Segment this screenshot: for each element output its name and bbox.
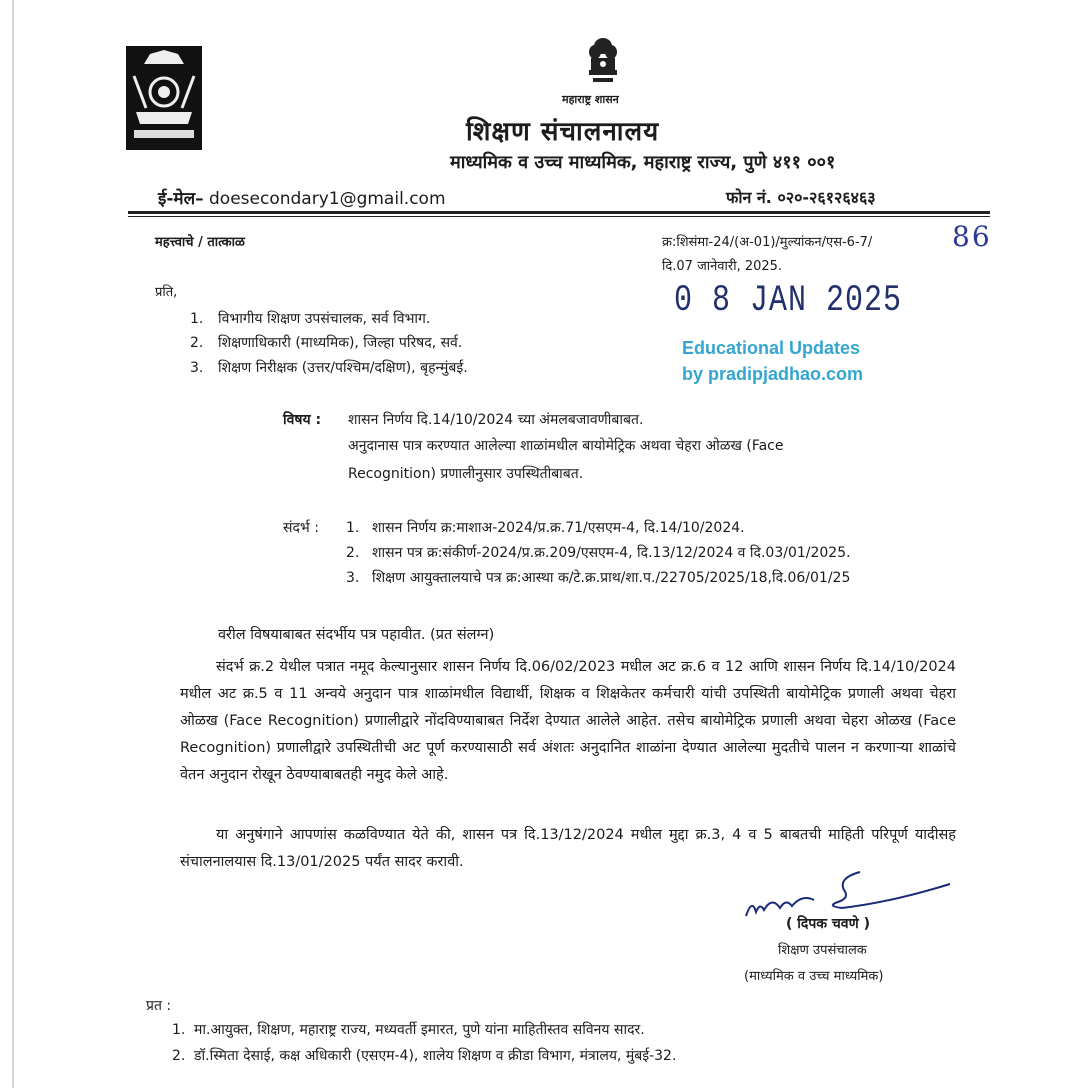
department-emblem — [126, 46, 202, 150]
body-paragraph-1: वरील विषयाबाबत संदर्भीय पत्र पहावीत. (प्रत संलग्न) — [218, 627, 495, 643]
reference-item: 2. शासन पत्र क्र:संकीर्ण-2024/प्र.क्र.209/एसएम-4, दि.13/12/2024 व दि.03/01/2025. — [346, 545, 851, 561]
reference-item: 3. शिक्षण आयुक्तालयाचे पत्र क्र:आस्था क/टे.क्र.प्राथ/शा.प./22705/2025/18,दि.06/01/25 — [346, 570, 851, 586]
handwritten-number: 86 — [952, 220, 992, 253]
reference-item: 1. शासन निर्णय क्र:माशाअ-2024/प्र.क्र.71/एसएम-4, दि.14/10/2024. — [346, 520, 745, 536]
subject-line: अनुदानास पात्र करण्यात आलेल्या शाळांमधील बायोमेट्रिक अथवा चेहरा ओळख (Face — [348, 438, 784, 454]
recipients-label: प्रति, — [155, 285, 178, 300]
recipient-item: 1. विभागीय शिक्षण उपसंचालक, सर्व विभाग. — [190, 311, 431, 327]
subject-line: शासन निर्णय दि.14/10/2024 च्या अंमलबजावणीबाबत. — [348, 412, 644, 428]
references-label: संदर्भ : — [283, 520, 319, 536]
recipient-item: 2. शिक्षणाधिकारी (माध्यमिक), जिल्हा परिषद, सर्व. — [190, 335, 463, 351]
reference-number: क्र:शिसंमा-24/(अ-01)/मुल्यांकन/एस-6-7/ — [662, 235, 873, 250]
ashoka-emblem — [585, 36, 621, 86]
date-stamp: 0 8 JAN 2025 — [674, 280, 903, 323]
header-rule — [128, 211, 990, 214]
signatory-name: ( दिपक चवणे ) — [786, 916, 870, 932]
email-label: ई-मेल– — [158, 189, 204, 209]
office-subtitle: माध्यमिक व उच्च माध्यमिक, महाराष्ट्र राज्य, पुणे ४११ ००१ — [450, 152, 836, 173]
body-paragraph-3: या अनुषंगाने आपणांस कळविण्यात येते की, शासन पत्र दि.13/12/2024 मधील मुद्दा क्र.3, 4 व 5 बाबतची माहिती परिपूर्ण यादीसह संचालनालयास दि.13/01/2025 पर्यंत सादर करावी. — [180, 827, 956, 870]
office-title: शिक्षण संचालनालय — [466, 117, 660, 147]
urgency-label: महत्त्वाचे / तात्काळ — [155, 235, 245, 250]
signatory-designation: शिक्षण उपसंचालक — [778, 943, 867, 958]
email-line — [158, 186, 446, 209]
subject-label: विषय : — [283, 412, 322, 428]
letter-date: दि.07 जानेवारी, 2025. — [662, 259, 783, 274]
copy-to-item: 1. मा.आयुक्त, शिक्षण, महाराष्ट्र राज्य, मध्यवर्ती इमारत, पुणे यांना माहितीस्तव सविनय सादर. — [172, 1022, 645, 1038]
header-rule-thin — [128, 216, 990, 217]
recipient-item: 3. शिक्षण निरीक्षक (उत्तर/पश्चिम/दक्षिण), बृहन्मुंबई. — [190, 360, 468, 376]
signatory-office: (माध्यमिक व उच्च माध्यमिक) — [744, 969, 884, 984]
watermark-line-1: Educational Updates — [682, 338, 861, 358]
government-label: महाराष्ट्र शासन — [562, 93, 619, 106]
phone-number: फोन नं. ०२०-२६१२६४६३ — [726, 188, 876, 207]
subject-line: Recognition) प्रणालीनुसार उपस्थितीबाबत. — [348, 466, 584, 482]
copy-to-item: 2. डॉ.स्मिता देसाई, कक्ष अधिकारी (एसएम-4), शालेय शिक्षण व क्रीडा विभाग, मंत्रालय, मुंबई-32. — [172, 1048, 677, 1064]
body-paragraph-2: संदर्भ क्र.2 येथील पत्रात नमूद केल्यानुसार शासन निर्णय दि.06/02/2023 मधील अट क्र.6 व 12 आणि शासन निर्णय दि.14/10/2024 मधील अट क्र.5 व 11 अन्वये अनुदान पात्र शाळांमधील विद्यार्थी, शिक्षक व शिक्षकेतर कर्मचारी यांची उपस्थिती बायोमेट्रिक प्रणाली अथवा चेहरा ओळख (Face Recognition) प्रणालीद्वारे नोंदविण्याबाबत निर्देश देण्यात आलेले आहेत. तसेच बायोमेट्रिक प्रणाली अथवा चेहरा ओळख (Face Recognition) प्रणालीद्वारे उपस्थितीची अट पूर्ण करण्यासाठी सर्व अंशतः अनुदानित शाळांना देण्यात आलेल्या मुदतीचे पालन न करणाऱ्या शाळांचे वेतन अनुदान रोखून ठेवण्याबाबतही नमुद केले आहे. — [180, 659, 956, 783]
email-address[interactable]: doesecondary1@gmail.com — [209, 189, 446, 209]
copy-to-label: प्रत : — [146, 998, 172, 1014]
page-edge — [12, 0, 14, 1088]
watermark-line-2: by pradipjadhao.com — [682, 364, 864, 384]
